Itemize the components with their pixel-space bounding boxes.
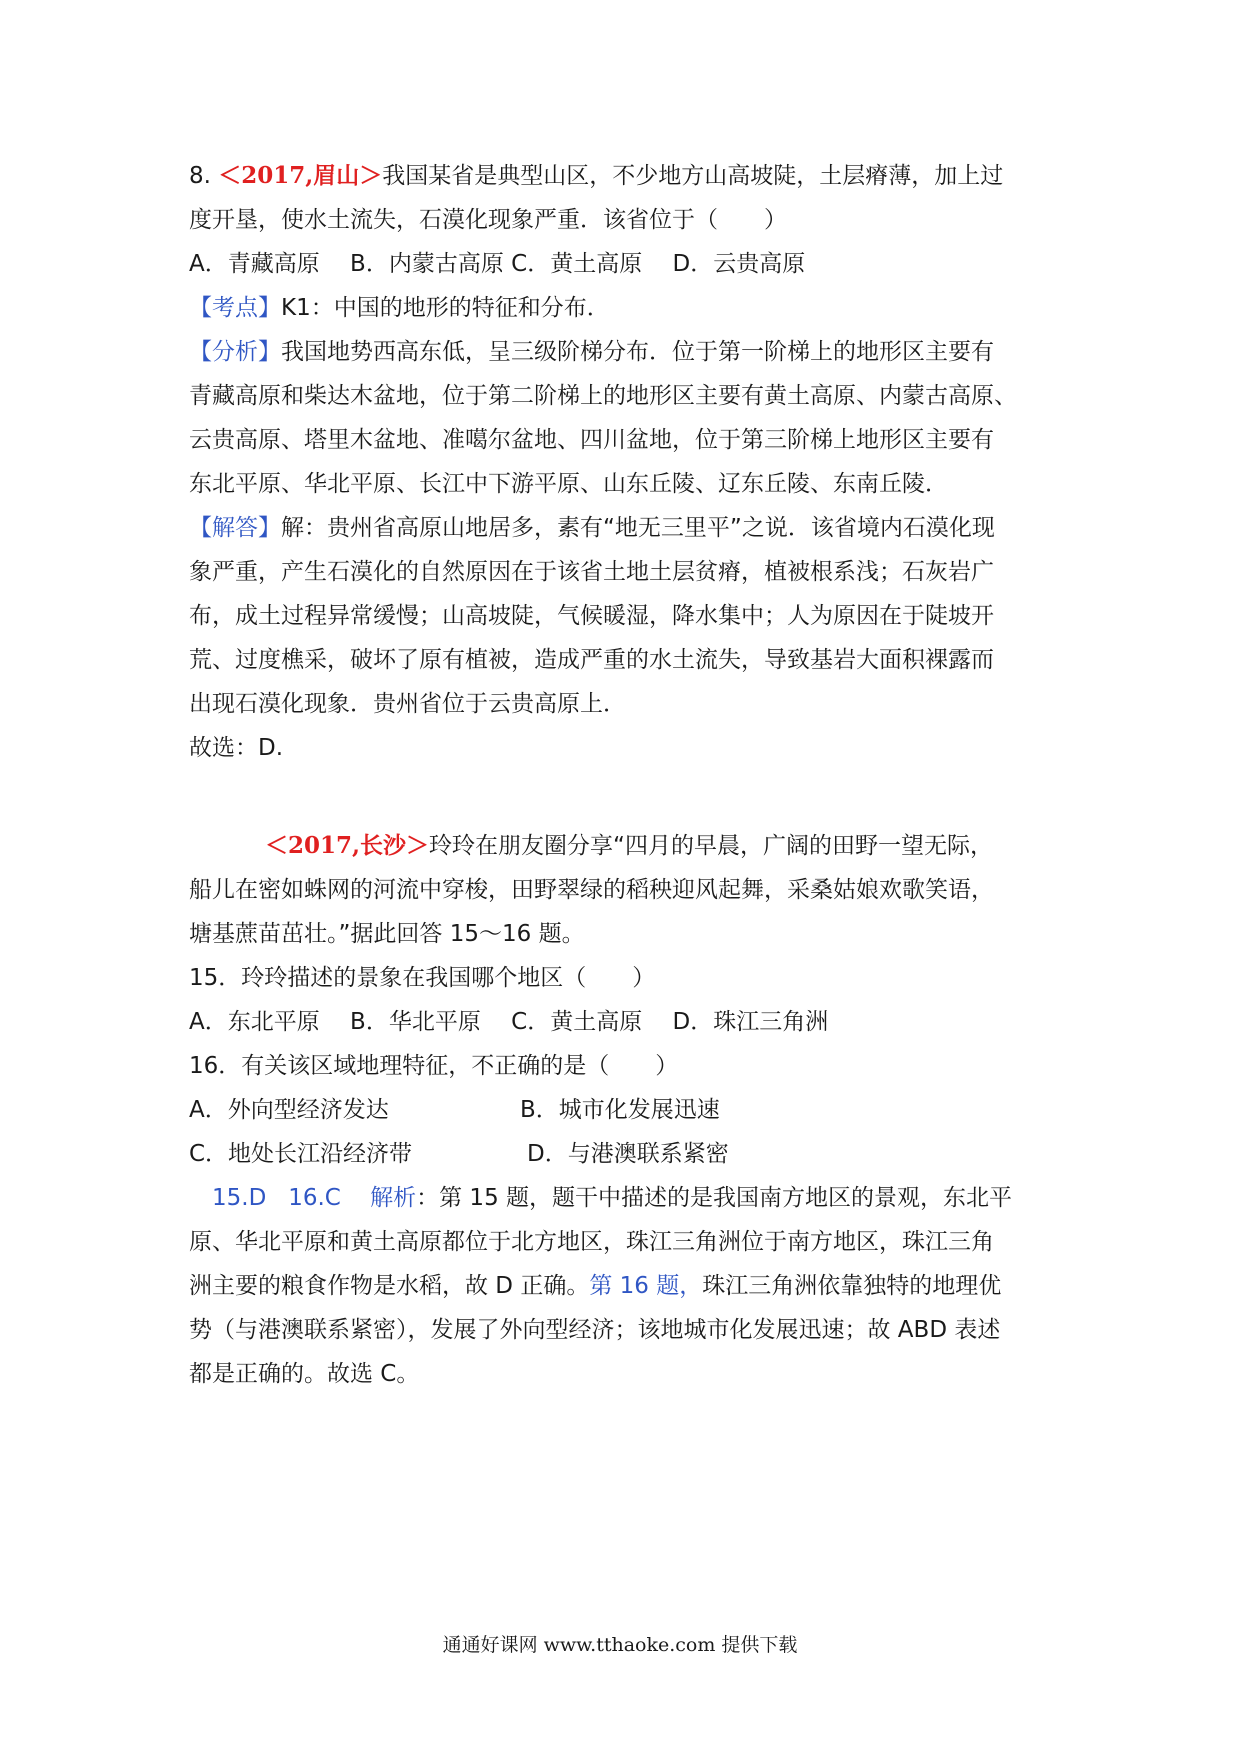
kaodian-text: K1：中国的地形的特征和分布． xyxy=(281,295,610,321)
solution-line3 xyxy=(189,1271,1001,1301)
jiexi-label: 解析 xyxy=(370,1185,417,1211)
q8-jieda-line2: 象严重，产生石漠化的自然原因在于该省土地土层贫瘠，植被根系浅；石灰岩广 xyxy=(189,559,994,585)
q8-fenxi-line4: 东北平原、华北平原、长江中下游平原、山东丘陵、辽东丘陵、东南丘陵． xyxy=(189,471,948,497)
q15-options: A．东北平原 B．华北平原 C．黄土高原 D．珠江三角洲 xyxy=(189,1009,829,1035)
q8-stem-line2: 度开垦，使水土流失，石漠化现象严重．该省位于（ ） xyxy=(189,207,787,233)
kaodian-label: 【考点】 xyxy=(189,295,281,321)
solution-text-3a: 洲主要的粮食作物是水稻，故 D 正确。 xyxy=(189,1273,590,1299)
q16-option-d: D．与港澳联系紧密 xyxy=(527,1141,729,1167)
q8-kaodian xyxy=(189,293,610,323)
passage-text-1: 玲玲在朋友圈分享“四月的早晨，广阔的田野一望无际， xyxy=(429,833,993,859)
q8-jieda-line3: 布，成土过程异常缓慢；山高坡陡，气候暖湿，降水集中；人为原因在于陡坡开 xyxy=(189,603,994,629)
q16-option-a: A．外向型经济发达 xyxy=(189,1097,389,1123)
q16-stem: 16．有关该区域地理特征，不正确的是（ ） xyxy=(189,1053,679,1079)
solution-line2: 原、华北平原和黄土高原都位于北方地区，珠江三角洲位于南方地区，珠江三角 xyxy=(189,1229,994,1255)
jieda-text-1: 解：贵州省高原山地居多，素有“地无三里平”之说．该省境内石漠化现 xyxy=(281,515,995,541)
fenxi-label: 【分析】 xyxy=(189,339,281,365)
q16-option-b: B．城市化发展迅速 xyxy=(520,1097,720,1123)
q8-fenxi-line1 xyxy=(189,337,994,367)
q8-answer: 故选：D. xyxy=(189,735,284,761)
answer-15: 15.D xyxy=(212,1185,267,1211)
q8-jieda-line1 xyxy=(189,513,995,543)
solution-q16-ref: 第 16 题， xyxy=(589,1273,703,1299)
passage-source-tag: ＜2017,长沙＞ xyxy=(265,832,430,859)
q15-stem: 15．玲玲描述的景象在我国哪个地区（ ） xyxy=(189,965,656,991)
passage-line2: 船儿在密如蛛网的河流中穿梭，田野翠绿的稻秧迎风起舞，采桑姑娘欢歌笑语， xyxy=(189,877,994,903)
jieda-label: 【解答】 xyxy=(189,515,281,541)
solution-line1 xyxy=(212,1183,1012,1213)
q8-source-tag: ＜2017,眉山＞ xyxy=(218,162,383,189)
fenxi-text-1: 我国地势西高东低，呈三级阶梯分布．位于第一阶梯上的地形区主要有 xyxy=(281,339,994,365)
solution-text-1: ：第 15 题，题干中描述的是我国南方地区的景观，东北平 xyxy=(416,1185,1013,1211)
q8-fenxi-line2: 青藏高原和柴达木盆地，位于第二阶梯上的地形区主要有黄土高原、内蒙古高原、 xyxy=(189,383,1017,409)
answer-16: 16.C xyxy=(288,1185,341,1211)
passage-line3: 塘基蔗苗茁壮。”据此回答 15～16 题。 xyxy=(189,921,585,947)
q8-stem-line1 xyxy=(189,161,1003,191)
solution-text-3b: 珠江三角洲依靠独特的地理优 xyxy=(702,1273,1002,1299)
passage-line1 xyxy=(265,831,993,861)
q8-options: A．青藏高原 B．内蒙古高原 C．黄土高原 D．云贵高原 xyxy=(189,251,806,277)
q8-jieda-line4: 荒、过度樵采，破坏了原有植被，造成严重的水土流失，导致基岩大面积裸露而 xyxy=(189,647,994,673)
q8-number: 8. xyxy=(189,163,219,189)
q8-stem-text: 我国某省是典型山区，不少地方山高坡陡，土层瘠薄，加上过 xyxy=(382,163,1004,189)
q8-jieda-line5: 出现石漠化现象．贵州省位于云贵高原上． xyxy=(189,691,626,717)
solution-line5: 都是正确的。故选 C。 xyxy=(189,1361,420,1387)
solution-line4: 势（与港澳联系紧密），发展了外向型经济；该地城市化发展迅速；故 ABD 表述 xyxy=(189,1317,1001,1343)
q8-fenxi-line3: 云贵高原、塔里木盆地、准噶尔盆地、四川盆地，位于第三阶梯上地形区主要有 xyxy=(189,427,994,453)
q16-option-c: C．地处长江沿经济带 xyxy=(189,1141,413,1167)
page-footer: 通通好课网 www.tthaoke.com 提供下载 xyxy=(442,1634,798,1656)
